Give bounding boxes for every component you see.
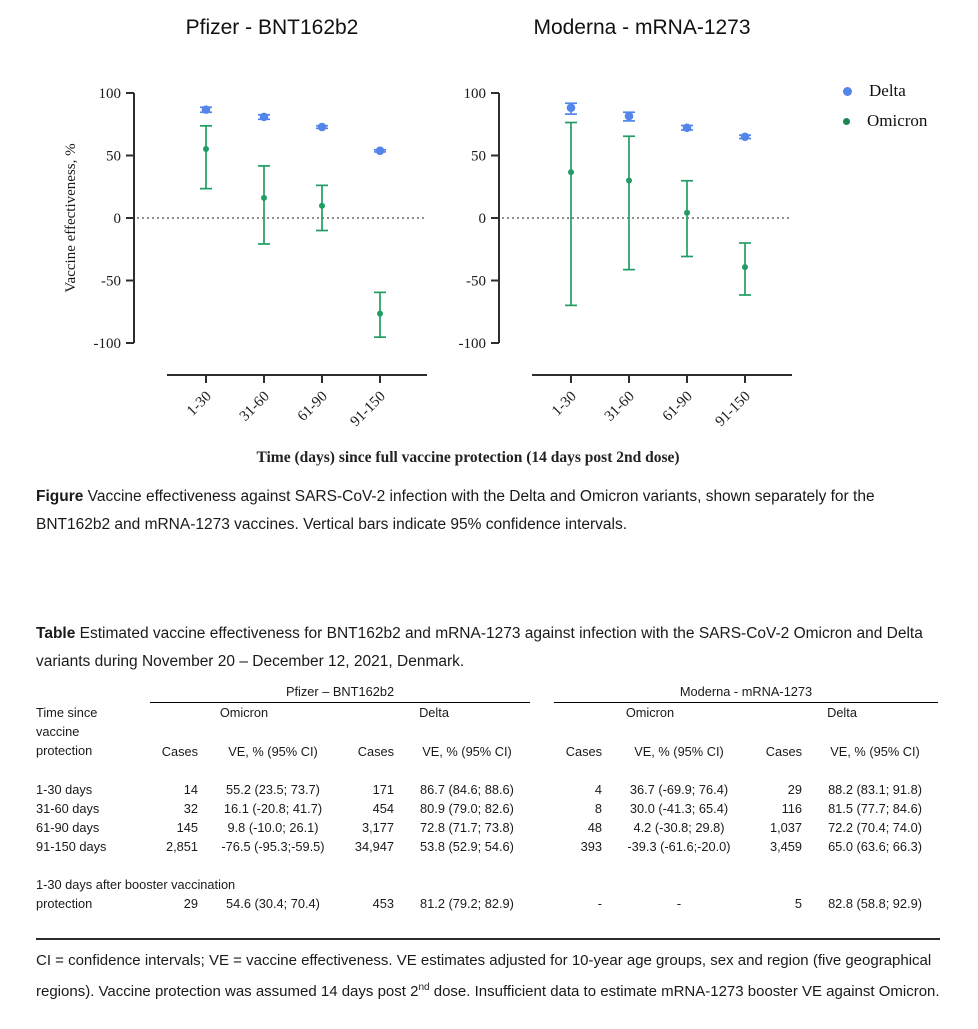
data-point [684,210,690,216]
pfizer-chart [62,73,434,455]
column-gap [530,703,554,724]
legend-label-omicron: Omicron [867,111,928,130]
table-cell: 86.7 (84.6; 88.6) [420,782,514,797]
legend-item-omicron [843,106,927,136]
column-gap [530,837,554,856]
column-gap [530,723,554,761]
delta-marker-icon [843,87,852,96]
x-tick-label: 1-30 [184,388,215,420]
data-point [568,169,574,175]
group-header-pfizer: Pfizer – BNT162b2 [150,682,530,703]
column-gap [530,818,554,837]
y-tick-label: 100 [98,86,121,102]
error-bar [200,126,212,189]
figure-caption-label: Figure [36,488,84,505]
row-label: protection [36,896,93,911]
data-point [260,113,269,122]
col-header-cases: Cases [357,744,394,759]
figure-caption [36,483,944,538]
y-tick-label: -100 [93,336,121,352]
table-cell: 5 [794,896,802,911]
table-cell: 16.1 (-20.8; 41.7) [223,801,323,816]
table-cell: 53.8 (52.9; 54.6) [420,839,514,854]
table-cell: 29 [183,896,198,911]
data-point [742,264,748,270]
table-cell: 54.6 (30.4; 70.4) [226,896,320,911]
row-label: 31-60 days [36,801,100,816]
moderna-chart-title: Moderna - mRNA-1273 [533,16,751,39]
col-header-ve: VE, % (95% CI) [830,744,920,759]
y-axis [491,93,499,343]
table-cell: 29 [787,782,802,797]
table-cell: 4 [594,782,602,797]
table-caption [36,620,944,675]
table-cell: 72.8 (71.7; 73.8) [420,820,514,835]
table-cell: 2,851 [165,839,198,854]
table-caption-text: Estimated vaccine effectiveness for BNT162b2 and mRNA-1273 against infection with the SARS-CoV-2 Omicron and Delta variants during November 20 – December 12, 2021, Denmark. [36,625,923,670]
table-cell: 116 [781,801,802,816]
pfizer-chart-title: Pfizer - BNT162b2 [185,16,359,39]
table-row [36,837,938,856]
data-point [377,311,383,317]
y-axis [126,93,134,343]
table-cell: 55.2 (23.5; 73.7) [226,782,320,797]
data-point [202,105,211,114]
col-header-cases: Cases [765,744,802,759]
table-cell: 1,037 [769,820,802,835]
data-point [567,103,576,112]
column-gap [530,799,554,818]
variant-header-delta: Delta [419,705,449,720]
x-tick-label: 31-60 [236,388,273,425]
variant-header-delta: Delta [827,705,857,720]
figure-caption-text: Vaccine effectiveness against SARS-CoV-2 infection with the Delta and Omicron variants, shown separately for the BNT162b2 and mRNA-1273 vaccines. Vertical bars indicate 95% confidence intervals. [36,488,875,533]
x-tick-label: 61-90 [659,388,696,425]
delta-series [200,105,386,155]
table-row [36,875,938,894]
data-point [741,132,750,141]
row-label: 1-30 days [36,782,93,797]
x-tick-label: 31-60 [601,388,638,425]
data-point [319,203,325,209]
table-cell: 453 [372,896,394,911]
table-row [36,818,938,837]
results-table [36,682,938,913]
chart-legend [843,76,927,136]
row-header [36,703,150,762]
footnote-text: dose. Insufficient data to estimate mRNA-1273 booster VE against Omicron. [429,983,940,1000]
table-cell: 30.0 (-41.3; 65.4) [629,801,729,816]
empty-cell [36,682,150,703]
table-cell: 34,947 [354,839,394,854]
table-caption-label: Table [36,625,76,642]
omicron-series [565,123,751,306]
row-header-line: protection [36,742,93,758]
table-cell: 72.2 (70.4; 74.0) [828,820,922,835]
table-cell: 3,459 [769,839,802,854]
y-tick-label: -50 [101,273,121,290]
variant-header-omicron: Omicron [625,705,675,720]
table-cell: 88.2 (83.1; 91.8) [828,782,922,797]
column-gap [530,682,554,703]
table-cell: 82.8 (58.8; 92.9) [828,896,922,911]
table-variant-header-row [36,703,938,724]
y-tick-label: 100 [463,86,486,102]
error-bar [623,136,635,269]
row-header-line: Time since [36,704,98,720]
table-cell: 36.7 (-69.9; 76.4) [629,782,729,797]
data-point [203,146,209,152]
moderna-chart [427,73,799,455]
table-cell: 3,177 [361,820,394,835]
table-cell: 9.8 (-10.0; 26.1) [227,820,319,835]
table-row [36,780,938,799]
table-cell: 81.2 (79.2; 82.9) [420,896,514,911]
legend-label-delta: Delta [869,81,906,100]
column-gap [530,780,554,799]
table-cell: -76.5 (-95.3;-59.5) [221,839,325,854]
y-axis-title: Vaccine effectiveness, % [63,143,79,293]
table-row [36,799,938,818]
col-header-ve: VE, % (95% CI) [634,744,724,759]
x-tick-label: 91-150 [347,388,389,430]
omicron-series [200,126,386,337]
row-header-line: vaccine [36,723,80,739]
data-point [626,178,632,184]
y-tick-label: 50 [106,148,121,165]
omicron-marker-icon [843,118,850,125]
x-axis [532,375,792,383]
table-row [36,761,938,780]
x-axis-label: Time (days) since full vaccine protection (14 days post 2nd dose) [256,449,680,466]
footnote-text: CI = confidence intervals; VE = vaccine effectiveness. VE estimates adjusted for 10-year age groups, sex and region (five geographical regions). Vaccine protection was assumed 14 days post 2 [36,952,932,1000]
table-cell: 81.5 (77.7; 84.6) [828,801,922,816]
table-column-header-row [36,723,938,761]
y-tick-label: 50 [471,148,486,165]
error-bar [565,123,577,306]
table-cell: - [597,896,602,911]
table-group-header-row [36,682,938,703]
table-cell: 171 [372,782,394,797]
delta-series [565,103,751,141]
footnote-superscript: nd [418,982,430,993]
data-point [318,123,327,132]
table-cell: 454 [372,801,394,816]
y-tick-label: 0 [113,211,121,227]
x-tick-label: 61-90 [294,388,331,425]
y-tick-label: -50 [466,273,486,290]
col-header-ve: VE, % (95% CI) [422,744,512,759]
data-point [625,112,634,121]
table-cell: 8 [594,801,602,816]
table-cell: 32 [183,801,198,816]
error-bar [258,166,270,244]
variant-header-omicron: Omicron [219,705,269,720]
data-point [683,123,692,132]
table-cell: 145 [176,820,198,835]
table-cell: 393 [580,839,602,854]
y-tick-label: 0 [478,211,486,227]
table-cell: 80.9 (79.0; 82.6) [420,801,514,816]
data-point [261,195,267,201]
x-tick-label: 91-150 [712,388,754,430]
table-cell: 65.0 (63.6; 66.3) [828,839,922,854]
table-footnote [36,938,940,1005]
spacer [36,761,938,780]
col-header-cases: Cases [565,744,602,759]
table-row [36,856,938,875]
col-header-cases: Cases [161,744,198,759]
group-header-moderna: Moderna - mRNA-1273 [554,682,938,703]
x-tick-label: 1-30 [549,388,580,420]
col-header-ve: VE, % (95% CI) [228,744,318,759]
data-point [376,146,385,155]
table-row [36,894,938,913]
x-axis [167,375,427,383]
booster-section-label: 1-30 days after booster vaccination [36,877,236,892]
legend-item-delta [843,76,927,106]
row-label: 61-90 days [36,820,100,835]
row-label: 91-150 days [36,839,107,854]
table-cell: 4.2 (-30.8; 29.8) [633,820,725,835]
table-cell: 48 [587,820,602,835]
table-cell: -39.3 (-61.6;-20.0) [627,839,731,854]
y-tick-label: -100 [458,336,486,352]
table-cell: - [676,896,682,911]
column-gap [530,894,554,913]
table-cell: 14 [183,782,198,797]
spacer [36,856,938,875]
